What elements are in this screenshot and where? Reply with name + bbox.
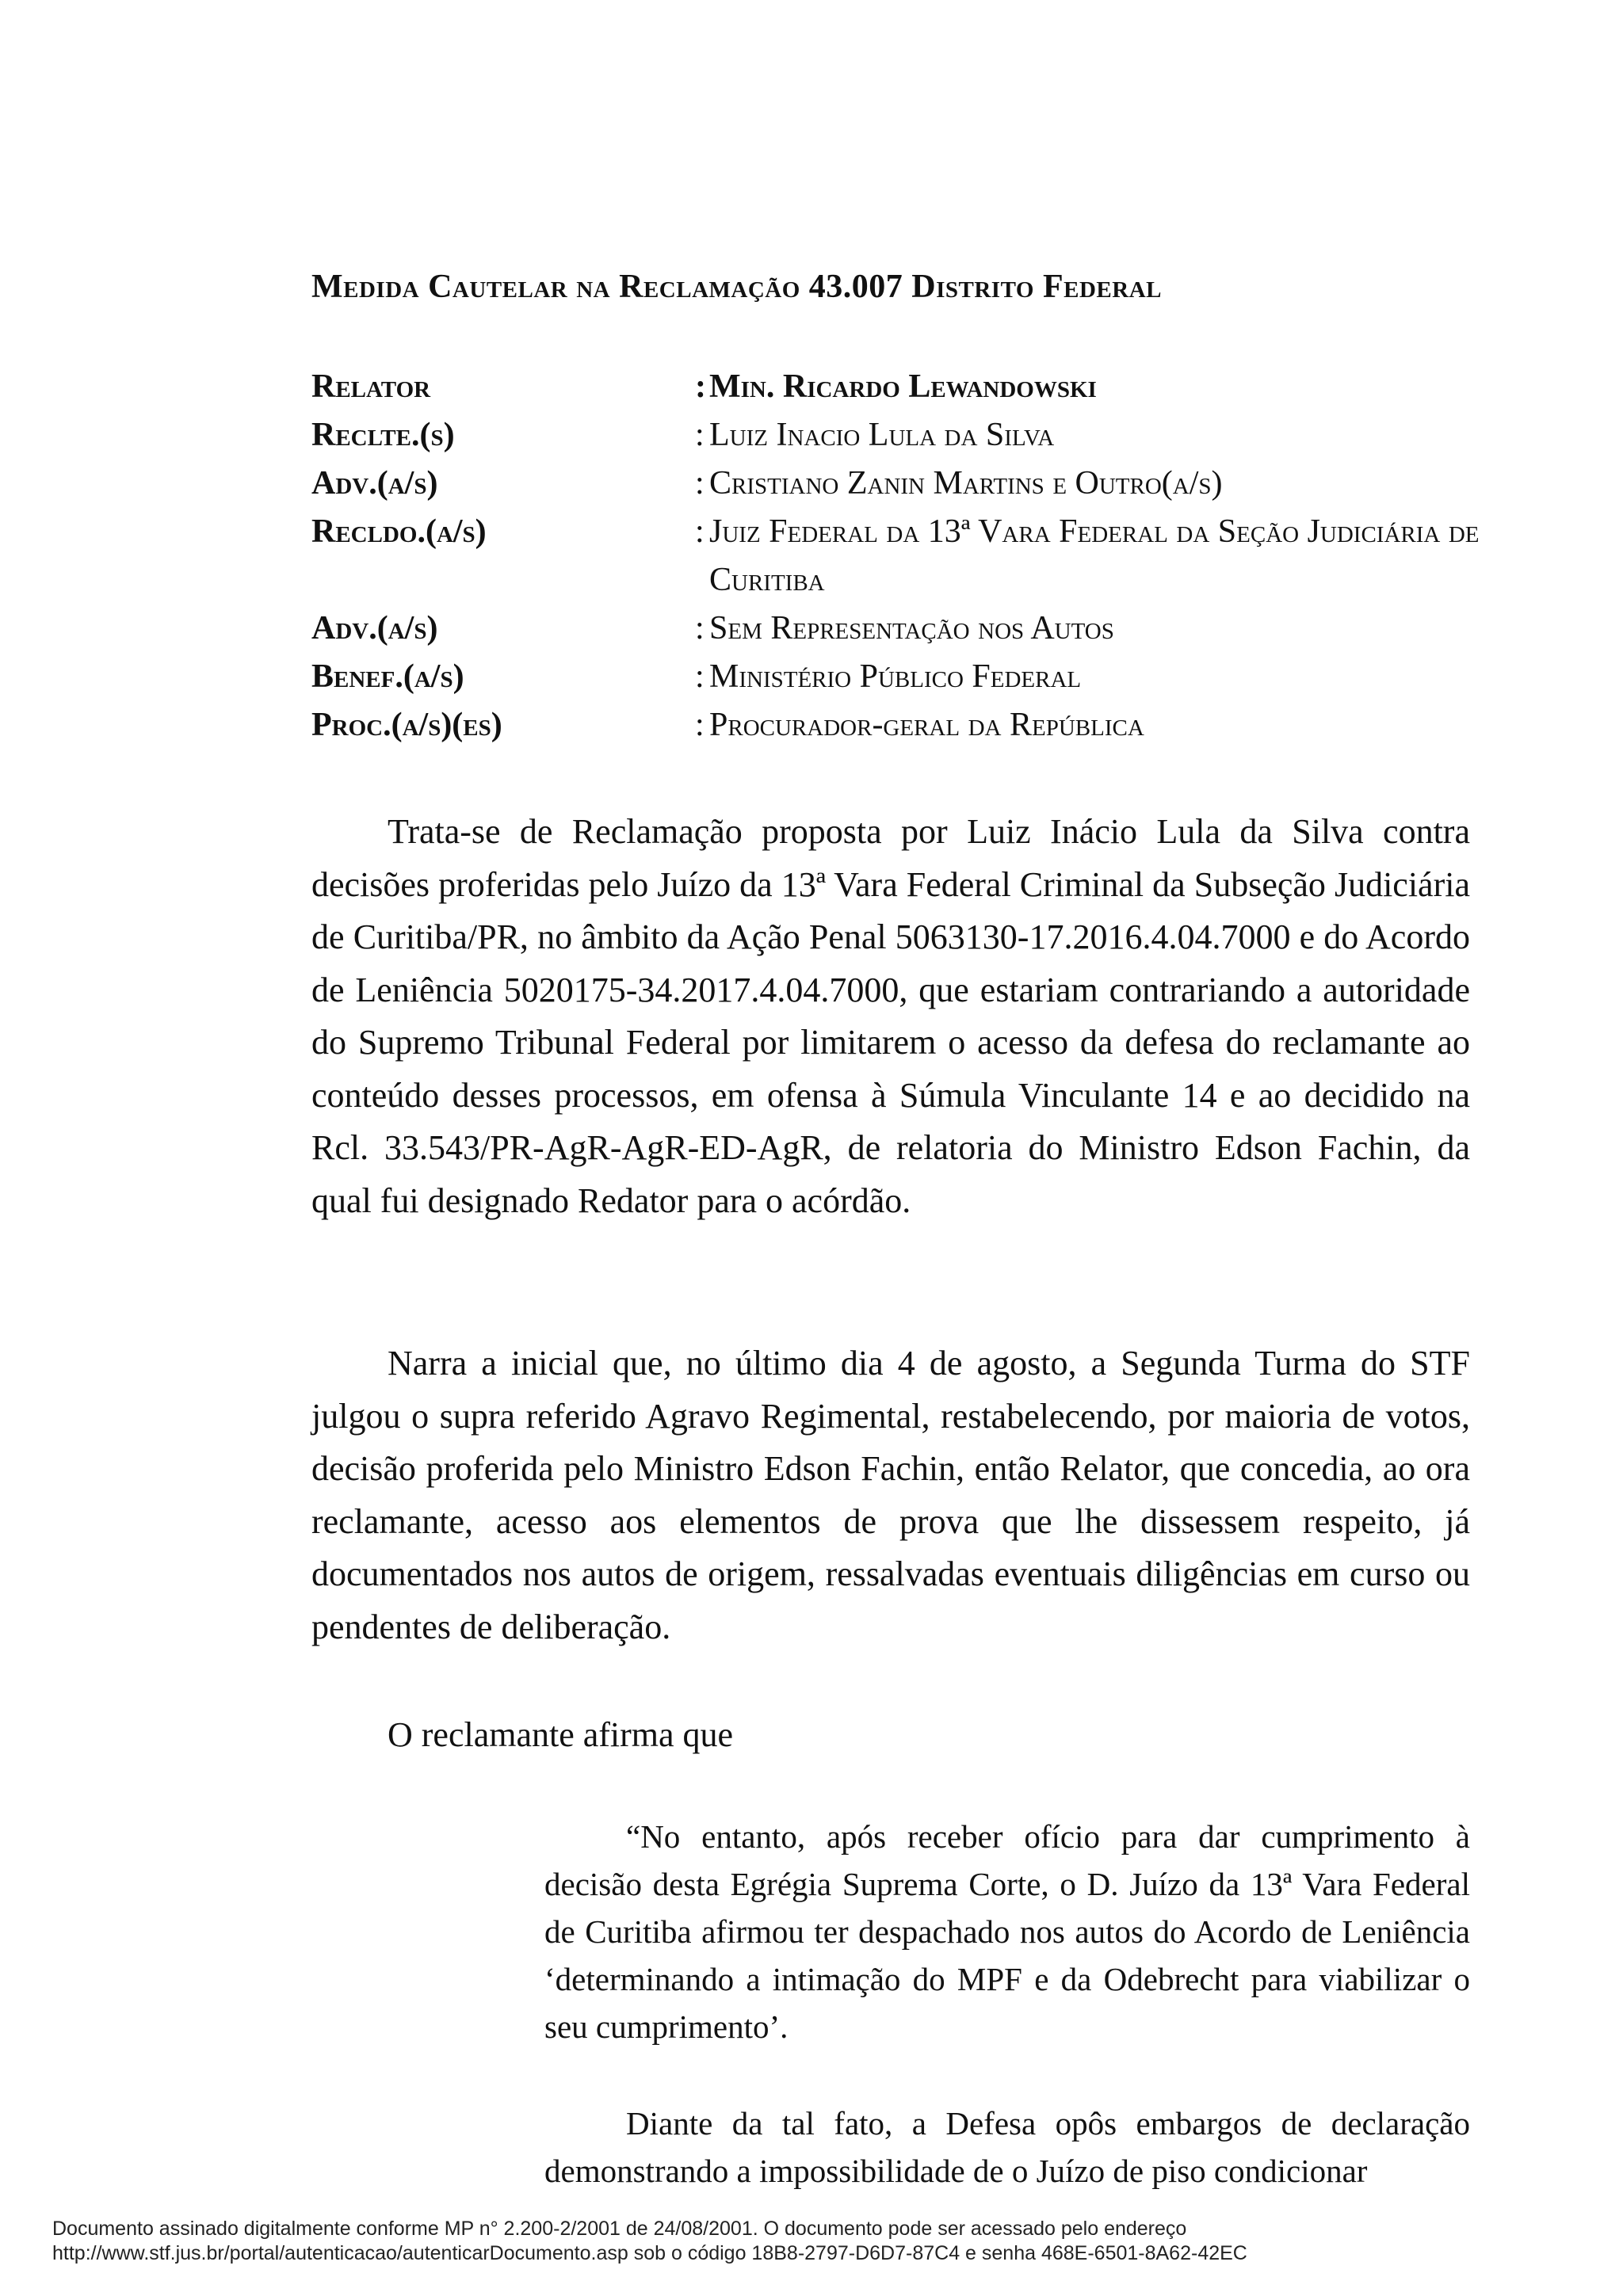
footer-line-1: Documento assinado digitalmente conforme MP n° 2.200-2/2001 de 24/08/2001. O documento pode ser acessado pelo endereço [52, 2218, 1187, 2240]
party-value: Procurador-geral da República [709, 707, 1144, 743]
party-value: Sem Representação nos Autos [709, 610, 1114, 646]
party-row-reclamado: Recldo.(a/s) : Juiz Federal da 13ª Vara Federal da Seção Judiciária de Curitiba [311, 508, 1484, 605]
paragraph-1: Trata-se de Reclamação proposta por Luiz Inácio Lula da Silva contra decisões proferidas pelo Juízo da 13ª Vara Federal Criminal da Subseção Judiciária de Curitiba/PR, no âmbito da Ação Penal 5063130-17.2016.4.04.7000 e do Acordo de Leniência 5020175-34.2017.4.04.7000, que estariam contrariando a autoridade do Supremo Tribunal Federal por limitarem o acesso da defesa do reclamante ao conteúdo desses processos, em ofensa à Súmula Vinculante 14 e ao decidido na Rcl. 33.543/PR-AgR-AgR-ED-AgR, de relatoria do Ministro Edson Fachin, da qual fui designado Redator para o acórdão. [311, 812, 1470, 1220]
paragraph-3: O reclamante afirma que [388, 1715, 734, 1754]
party-value: Luiz Inacio Lula da Silva [709, 417, 1055, 453]
quote-paragraph-2: Diante da tal fato, a Defesa opôs embargos de declaração demonstrando a impossibilidade de o Juízo de piso condicionar [544, 2105, 1470, 2189]
party-row-advogado-reclamado: Adv.(a/s) : Sem Representação nos Autos [311, 605, 1484, 653]
party-role: Proc.(a/s)(es) [311, 707, 502, 743]
party-row-beneficiario: Benef.(a/s) : Ministério Público Federal [311, 653, 1484, 701]
party-row-advogado: Adv.(a/s) : Cristiano Zanin Martins e Outro(a/s) [311, 460, 1484, 508]
party-role: Adv.(a/s) [311, 610, 438, 646]
party-value: Cristiano Zanin Martins e Outro(a/s) [709, 465, 1223, 502]
signature-footer [52, 2217, 1590, 2266]
party-row-reclamante: Reclte.(s) : Luiz Inacio Lula da Silva [311, 411, 1484, 460]
party-role: Relator [311, 368, 431, 405]
party-value: Ministério Público Federal [709, 658, 1082, 695]
party-row-procurador: Proc.(a/s)(es) : Procurador-geral da República [311, 701, 1484, 749]
document-title: Medida Cautelar na Reclamação 43.007 Distrito Federal [311, 269, 1162, 305]
party-value: Juiz Federal da 13ª Vara Federal da Seção Judiciária de Curitiba [709, 513, 1480, 598]
parties-block [311, 363, 1484, 749]
quote-paragraph-1: “No entanto, após receber ofício para dar cumprimento à decisão desta Egrégia Suprema Corte, o D. Juízo da 13ª Vara Federal de Curitiba afirmou ter despachado nos autos do Acordo de Leniência ‘determinando a intimação do MPF e da Odebrecht para viabilizar o seu cumprimento’. [544, 1818, 1470, 2045]
party-role: Reclte.(s) [311, 417, 455, 453]
party-role: Recldo.(a/s) [311, 513, 487, 550]
party-row-relator: Relator : Min. Ricardo Lewandowski [311, 363, 1484, 411]
paragraph-2: Narra a inicial que, no último dia 4 de agosto, a Segunda Turma do STF julgou o supra referido Agravo Regimental, restabelecendo, por maioria de votos, decisão proferida pelo Ministro Edson Fachin, então Relator, que concedia, ao ora reclamante, acesso aos elementos de prova que lhe dissessem respeito, já documentados nos autos de origem, ressalvadas eventuais diligências em curso ou pendentes de deliberação. [311, 1344, 1470, 1646]
footer-line-2: http://www.stf.jus.br/portal/autenticacao/autenticarDocumento.asp sob o código 18B8-2797-D6D7-87C4 e senha 468E-6501-8A62-42EC [52, 2242, 1247, 2264]
party-value: Min. Ricardo Lewandowski [709, 368, 1097, 405]
party-role: Adv.(a/s) [311, 465, 438, 502]
party-role: Benef.(a/s) [311, 658, 464, 695]
